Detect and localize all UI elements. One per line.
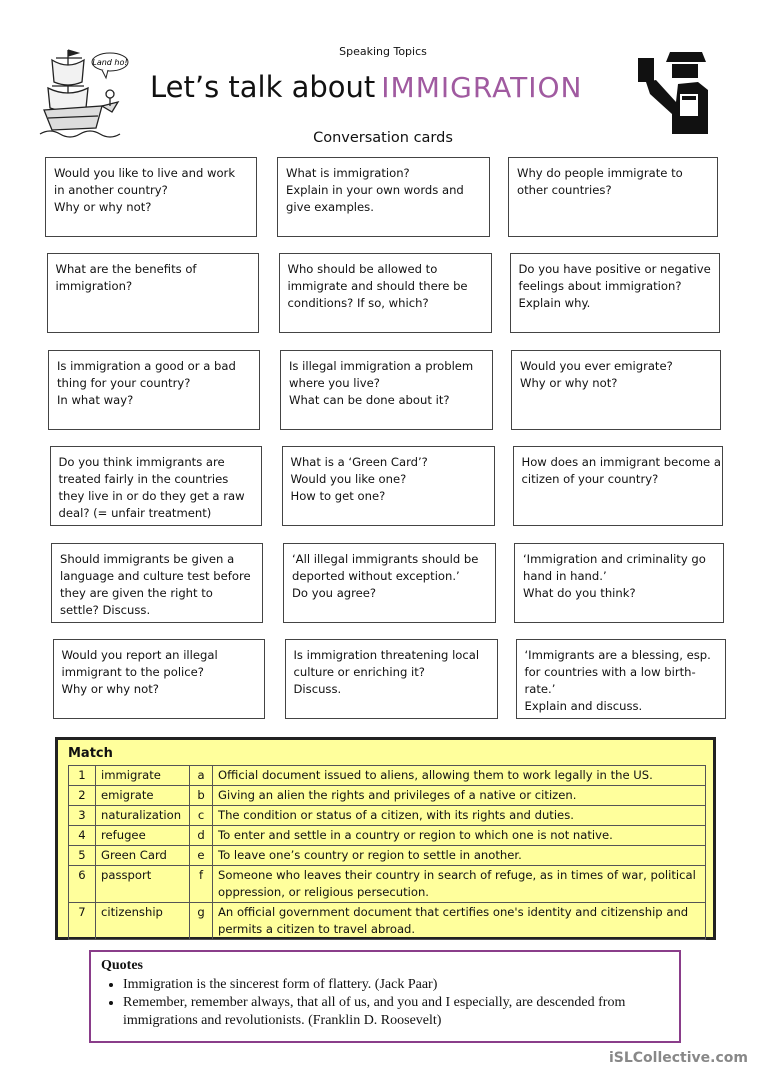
match-term: naturalization (96, 806, 190, 826)
card-line: immigrant to the police? (61, 665, 204, 679)
card-line: Why or why not? (61, 682, 159, 696)
card-line: Explain why. (518, 296, 591, 310)
card-line: In what way? (57, 393, 134, 407)
card-line: How does an immigrant become a (521, 455, 721, 469)
card-line: ‘Immigration and criminality go (523, 552, 706, 566)
conversation-card (279, 253, 492, 333)
card-line: Explain and discuss. (524, 699, 643, 713)
page-title (150, 70, 582, 104)
conversation-card (53, 639, 265, 719)
card-line: Why or why not? (54, 200, 152, 214)
match-table (68, 765, 706, 940)
match-definition: Giving an alien the rights and privileges of a native or citizen. (213, 786, 706, 806)
card-line: feelings about immigration? (518, 279, 682, 293)
conversation-card (514, 543, 724, 623)
card-line: Do you have positive or negative (518, 262, 711, 276)
card-line: culture or enriching it? (293, 665, 425, 679)
card-line: Is immigration threatening local (293, 648, 480, 662)
card-line: Explain in your own words and (286, 183, 464, 197)
quote-item: • Immigration is the sincerest form of flattery. (Jack Paar) (123, 976, 683, 994)
match-section (55, 737, 716, 940)
kicker-text: Speaking Topics (339, 45, 427, 58)
match-number: 5 (69, 846, 96, 866)
card-line: they live in or do they get a raw (58, 489, 245, 503)
card-line: What is immigration? (286, 166, 410, 180)
card-line: Who should be allowed to (287, 262, 438, 276)
card-line: other countries? (517, 183, 612, 197)
match-row (69, 826, 706, 846)
match-letter: c (190, 806, 213, 826)
card-line: they are given the right to (60, 586, 213, 600)
card-line: Would you like to live and work (54, 166, 236, 180)
match-row (69, 766, 706, 786)
card-line: immigrate and should there be (287, 279, 468, 293)
match-letter: b (190, 786, 213, 806)
match-definition: An official government document that certifies one's identity and citizenship and permits a citizen to travel abroad. (213, 903, 706, 940)
match-definition: To leave one’s country or region to settle in another. (213, 846, 706, 866)
card-line: hand in hand.’ (523, 569, 607, 583)
card-line: Would you ever emigrate? (520, 359, 673, 373)
conversation-card (285, 639, 498, 719)
conversation-card (513, 446, 723, 526)
card-line: deal? (= unfair treatment) (58, 506, 212, 520)
card-line: settle? Discuss. (60, 603, 151, 617)
card-line: immigration? (55, 279, 133, 293)
card-line: thing for your country? (57, 376, 191, 390)
card-line: ‘Immigrants are a blessing, esp. (524, 648, 711, 662)
match-term: refugee (96, 826, 190, 846)
match-row (69, 806, 706, 826)
match-definition: Official document issued to aliens, allowing them to work legally in the US. (213, 766, 706, 786)
match-row (69, 786, 706, 806)
card-line: Is illegal immigration a problem (289, 359, 474, 373)
card-line: How to get one? (290, 489, 386, 503)
conversation-card (51, 543, 263, 623)
conversation-card (283, 543, 496, 623)
card-line: Why or why not? (520, 376, 618, 390)
card-line: What is a ‘Green Card’? (290, 455, 428, 469)
card-line: treated fairly in the countries (58, 472, 229, 486)
conversation-card (277, 157, 490, 237)
card-line: citizen of your country? (521, 472, 659, 486)
match-definition: Someone who leaves their country in search of refuge, as in times of war, political oppression, or religious persecution. (213, 866, 706, 903)
conversation-card (282, 446, 495, 526)
card-line: for countries with a low birth- (524, 665, 696, 679)
match-number: 3 (69, 806, 96, 826)
card-line: ‘All illegal immigrants should be (292, 552, 479, 566)
card-line: Would you report an illegal (61, 648, 218, 662)
match-number: 7 (69, 903, 96, 940)
match-letter: g (190, 903, 213, 940)
card-line: Should immigrants be given a (60, 552, 235, 566)
match-letter: f (190, 866, 213, 903)
match-term: passport (96, 866, 190, 903)
title-highlight: IMMIGRATION (381, 71, 583, 104)
match-number: 1 (69, 766, 96, 786)
card-line: deported without exception.’ (292, 569, 460, 583)
section-subtitle: Conversation cards (313, 130, 453, 146)
conversation-card (508, 157, 718, 237)
match-letter: a (190, 766, 213, 786)
card-line: give examples. (286, 200, 374, 214)
conversation-card (511, 350, 721, 430)
match-letter: e (190, 846, 213, 866)
match-definition: To enter and settle in a country or region to which one is not native. (213, 826, 706, 846)
conversation-card (45, 157, 257, 237)
speech-bubble-text: Land ho! (92, 58, 128, 67)
card-line: Would you like one? (290, 472, 407, 486)
conversation-card (47, 253, 259, 333)
conversation-card (48, 350, 260, 430)
card-line: What can be done about it? (289, 393, 450, 407)
card-line: in another country? (54, 183, 168, 197)
match-term: immigrate (96, 766, 190, 786)
immigration-officer-icon (636, 50, 712, 134)
title-prefix: Let’s talk about (150, 70, 376, 104)
conversation-card (510, 253, 720, 333)
match-title: Match (68, 746, 113, 761)
conversation-card (50, 446, 262, 526)
match-number: 4 (69, 826, 96, 846)
card-line: language and culture test before (60, 569, 251, 583)
conversation-card (280, 350, 493, 430)
match-term: Green Card (96, 846, 190, 866)
card-line: What are the benefits of (55, 262, 197, 276)
match-term: citizenship (96, 903, 190, 940)
quote-item: • Remember, remember always, that all of us, and you and I especially, are descended from immigrations and revolutionists. (Franklin D. Roosevelt) (123, 994, 683, 1030)
quotes-title: Quotes (101, 958, 143, 973)
match-number: 6 (69, 866, 96, 903)
match-row (69, 903, 706, 940)
card-line: conditions? If so, which? (287, 296, 429, 310)
conversation-card (516, 639, 726, 719)
card-line: rate.’ (524, 682, 556, 696)
site-watermark: iSLCollective.com (608, 1050, 748, 1066)
card-line: Discuss. (293, 682, 342, 696)
card-line: What do you think? (523, 586, 636, 600)
match-term: emigrate (96, 786, 190, 806)
card-line: where you live? (289, 376, 380, 390)
match-number: 2 (69, 786, 96, 806)
quotes-section (89, 950, 681, 1043)
quotes-list (101, 976, 683, 1030)
match-row (69, 846, 706, 866)
card-line: Is immigration a good or a bad (57, 359, 236, 373)
ship-illustration (38, 44, 134, 140)
match-row (69, 866, 706, 903)
card-line: Do you agree? (292, 586, 377, 600)
match-definition: The condition or status of a citizen, with its rights and duties. (213, 806, 706, 826)
match-letter: d (190, 826, 213, 846)
card-line: Why do people immigrate to (517, 166, 683, 180)
card-line: Do you think immigrants are (58, 455, 225, 469)
